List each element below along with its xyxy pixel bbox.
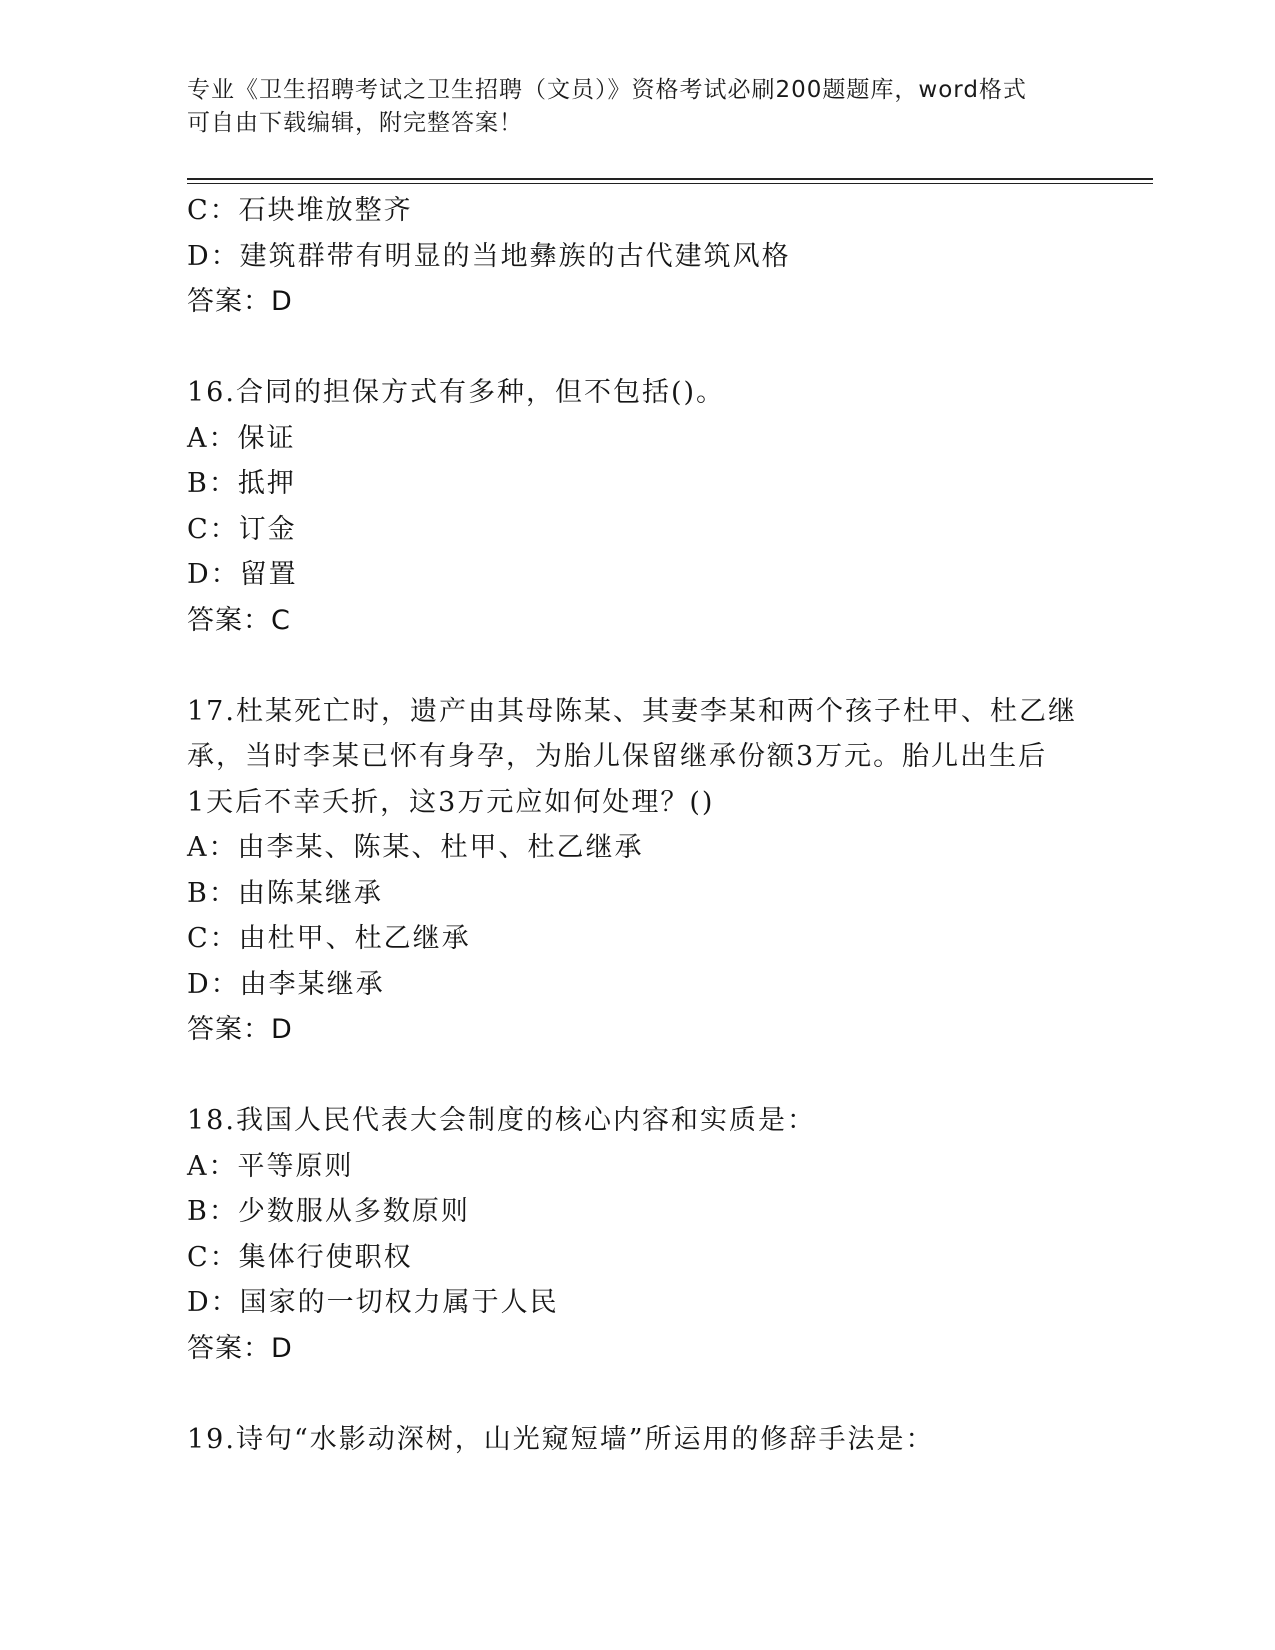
question-stem: 19.诗句“水影动深树，山光窥短墙”所运用的修辞手法是：: [187, 1423, 935, 1455]
option-b: B：抵押: [187, 468, 296, 499]
option-d: D：留置: [187, 559, 298, 590]
option-b: B：由陈某继承: [187, 877, 383, 909]
option-c: C：由杜甲、杜乙继承: [187, 923, 471, 954]
spacer: [187, 643, 1087, 689]
header-line-1: 专业《卫生招聘考试之卫生招聘（文员）》资格考试必刷200题题库，word格式: [187, 77, 1027, 103]
option-d: D：由李某继承: [187, 968, 385, 1000]
answer: 答案：D: [187, 1014, 293, 1045]
option-a: A：保证: [187, 422, 296, 454]
option-a: A：平等原则: [187, 1150, 354, 1182]
option-c: C：石块堆放整齐: [187, 195, 413, 226]
option-b: B：少数服从多数原则: [187, 1196, 470, 1227]
answer: 答案：C: [187, 604, 291, 636]
question-16: [187, 370, 1087, 643]
document-header: [187, 74, 1067, 140]
spacer: [187, 1053, 1087, 1099]
question-stem: 16.合同的担保方式有多种，但不包括()。: [187, 377, 726, 408]
question-stem: 18.我国人民代表大会制度的核心内容和实质是：: [187, 1105, 816, 1136]
question-stem: 承，当时李某已怀有身孕，为胎儿保留继承份额3万元。胎儿出生后: [187, 741, 1048, 772]
question-list: [187, 188, 1087, 1462]
answer: 答案：D: [187, 286, 293, 317]
spacer: [187, 325, 1087, 371]
header-line-2: 可自由下载编辑，附完整答案！: [187, 110, 523, 136]
question-stem: 1天后不幸夭折，这3万元应如何处理？(): [187, 786, 715, 818]
question-stem: 17.杜某死亡时，遗产由其母陈某、其妻李某和两个孩子杜甲、杜乙继: [187, 695, 1077, 727]
option-c: C：订金: [187, 513, 297, 545]
question-19: [187, 1417, 1087, 1463]
question-18: [187, 1098, 1087, 1371]
option-c: C：集体行使职权: [187, 1241, 413, 1273]
header-rule-thick: [187, 178, 1153, 180]
option-d: D：国家的一切权力属于人民: [187, 1287, 559, 1318]
spacer: [187, 1371, 1087, 1417]
question-17: [187, 689, 1087, 1053]
answer: 答案：D: [187, 1332, 293, 1364]
question-15-continuation: [187, 188, 1087, 325]
header-rule-thin: [187, 183, 1153, 184]
option-a: A：由李某、陈某、杜甲、杜乙继承: [187, 832, 644, 863]
option-d: D：建筑群带有明显的当地彝族的古代建筑风格: [187, 240, 791, 272]
